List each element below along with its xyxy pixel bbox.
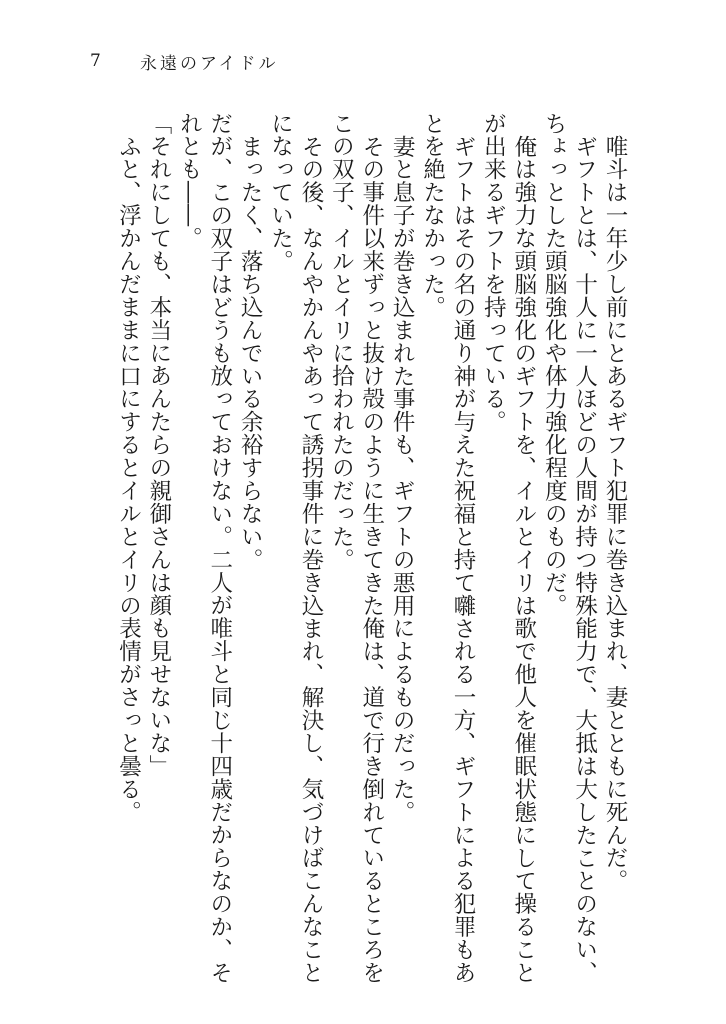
page-number: 7: [90, 51, 102, 71]
paragraph: ふと、浮かんだままに口にするとイルとイリの表情がさっと曇る。: [115, 134, 142, 823]
dialogue-paragraph: 「それにしても、本当にあんたらの親御さんは顔も見せないな」: [145, 112, 172, 778]
running-header: [90, 46, 278, 76]
paragraph: その後、なんやかんやあって誘拐事件に巻き込まれ、解決し、気づけばこんなことになっていた。: [267, 112, 324, 984]
paragraph: その事件以来ずっと抜け殻のように生きてきた俺は、道で行き倒れているところをこの双子、イルとイリに拾われたのだった。: [328, 112, 385, 984]
paragraph: ギフトはその名の通り神が与えた祝福と持て囃される一方、ギフトによる犯罪もあとを絶たなかった。: [419, 112, 476, 984]
vertical-body-text: [113, 112, 630, 992]
paragraph: まったく、落ち込んでいる余裕すらない。: [237, 134, 264, 571]
paragraph: だが、この双子はどうも放っておけない。二人が唯斗と同じ十四歳だからなのか、それとも――。: [176, 112, 233, 985]
running-title: 永遠のアイドル: [140, 53, 279, 74]
paragraph: 妻と息子が巻き込まれた事件も、ギフトの悪用によるものだった。: [389, 134, 416, 823]
paragraph: 俺は強力な頭脳強化のギフトを、イルとイリは歌で他人を催眠状態にして操ることが出来るギフトを持っている。: [480, 112, 537, 984]
paragraph: ギフトとは、十人に一人ほどの人間が持つ特殊能力で、大抵は大したことのない、ちょっとした頭脳強化や体力強化程度のものだ。: [541, 112, 598, 984]
paragraph: 唯斗は一年少し前にとあるギフト犯罪に巻き込まれ、妻とともに死んだ。: [602, 134, 628, 892]
